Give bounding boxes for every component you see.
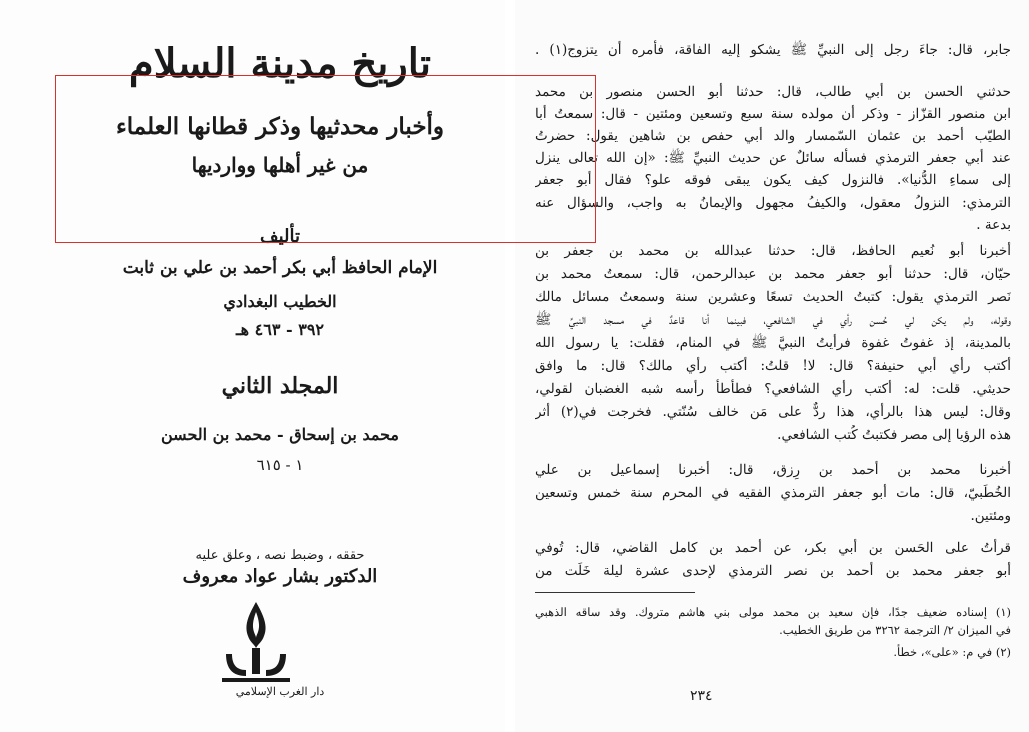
text-line: بالمدينة، إذ غفوتُ غفوة فرأيتُ النبيَّ ﷺ في المنام، فقلت: يا رسول الله <box>535 335 1011 351</box>
volume-label: المجلد الثاني <box>221 373 339 399</box>
text-line: ابن منصور القزّاز - وذكر أن مولده سنة سبع وتسعين ومئتين - قال: سمعتُ أبا <box>535 106 1011 122</box>
text-line: أكتب رأي أبي حنيفة؟ قال: لا! قلتُ: أكتب رأي مالك؟ قال: ما وافق <box>535 358 1011 374</box>
volume-names-range: محمد بن إسحاق - محمد بن الحسن <box>161 425 399 444</box>
text-line: هذه الرؤيا إلى مصر فكتبتُ كُتب الشافعي. <box>777 427 1011 443</box>
text-line: حيّان، قال: حدثنا أبو جعفر محمد بن عبدالرحمن، قال: سمعتُ محمد بن <box>535 266 1011 282</box>
text-line: وقال: ليس هذا بالرأي، هذا ردٌّ على مَن خالف سُنّتي. فخرجت في(٢) أثر <box>535 404 1011 420</box>
book-subtitle-1: وأخبار محدثيها وذكر قطانها العلماء <box>115 113 445 140</box>
editor-note: حققه ، وضبط نصه ، وعلق عليه <box>195 548 365 563</box>
authorship-label: تأليف <box>259 226 301 247</box>
text-line: حدثني الحسن بن أبي طالب، قال: حدثنا أبو الحسن منصور بن محمد <box>535 84 1011 100</box>
book-title: تاريخ مدينة السلام <box>128 40 432 87</box>
editor-name: الدكتور بشار عواد معروف <box>182 566 378 587</box>
book-subtitle-2: من غير أهلها ووارديها <box>191 153 369 177</box>
author-name: الإمام الحافظ أبي بكر أحمد بن علي بن ثابت <box>122 258 438 278</box>
footnote: (٢) في م: «على»، خطأ. <box>893 645 1011 659</box>
volume-numbers-range: ١ - ٦١٥ <box>256 456 304 474</box>
publisher-logo <box>196 596 316 696</box>
footnote: في الميزان ٢/ الترجمة ٣٢٦٢ من طريق الخطيب. <box>779 623 1011 637</box>
footnote: (١) إسناده ضعيف جدًا، فإن سعيد بن محمد مولى بني هاشم متروك. وقد ساقه الذهبي <box>535 605 1011 619</box>
text-line: حديثي. قلت: له: أكتب رأي الشافعي؟ فطأطأ رأسه شبه الغضبان لقولي، <box>535 381 1011 397</box>
text-line: عند أبي جعفر الترمذي فسأله سائلٌ عن حديث النبيِّ ﷺ: «إن الله تعالى ينزل <box>535 150 1011 166</box>
text-line: قرأتُ على الحَسن بن أبي بكر، عن أحمد بن كامل القاضي، قال: تُوفي <box>535 540 1011 556</box>
text-line: جابر، قال: جاءَ رجل إلى النبيِّ ﷺ يشكو إليه الفاقة، فأمره أن يتزوج(١) . <box>535 42 1011 58</box>
author-years: ٣٩٢ - ٤٦٣ هـ <box>235 320 325 339</box>
text-line: بدعة . <box>976 217 1011 233</box>
text-line: إلى سماءِ الدُّنيا». فالنزول كيف يكون يبقى فوقه علو؟ فقال أبو جعفر <box>535 172 1011 188</box>
text-line: أخبرنا أبو نُعيم الحافظ، قال: حدثنا عبدالله بن محمد بن جعفر بن <box>535 243 1011 259</box>
text-line: الترمذي: النزولُ معقول، والكيفُ مجهول والإيمانُ به واجب، والسؤال عنه <box>535 195 1011 211</box>
text-line: ومئتين. <box>970 508 1011 524</box>
text-line: وقوله، ولم يكن لي حُسن رأي في الشافعي، فبينما أنا قاعدٌ في مسجد النبيِّ ﷺ <box>535 312 1011 328</box>
text-line: أخبرنا محمد بن أحمد بن رِزق، قال: أخبرنا إسماعيل بن علي <box>535 462 1011 478</box>
publisher-name: دار الغرب الإسلامي <box>235 685 325 698</box>
page-number: ٢٣٤ <box>690 688 713 704</box>
highlight-box <box>55 75 596 243</box>
author-nisba: الخطيب البغدادي <box>223 292 337 311</box>
text-line: نَصر الترمذي يقول: كتبتُ الحديث تسعًا وعشرين سنة وسمعتُ مسائل مالك <box>535 289 1011 305</box>
text-line: الطيّب أحمد بن عثمان السّمسار والد أبي حفص بن شاهين يقول: حضرتُ <box>535 128 1011 144</box>
footnote-rule <box>535 592 695 593</box>
text-line: الخُطَبيّ، قال: مات أبو جعفر الترمذي الفقيه في المحرم سنة خمس وتسعين <box>535 485 1011 501</box>
text-line: أبو جعفر محمد بن أحمد بن نصر الترمذي لإحدى عشرة ليلة خَلَت من <box>535 563 1011 579</box>
